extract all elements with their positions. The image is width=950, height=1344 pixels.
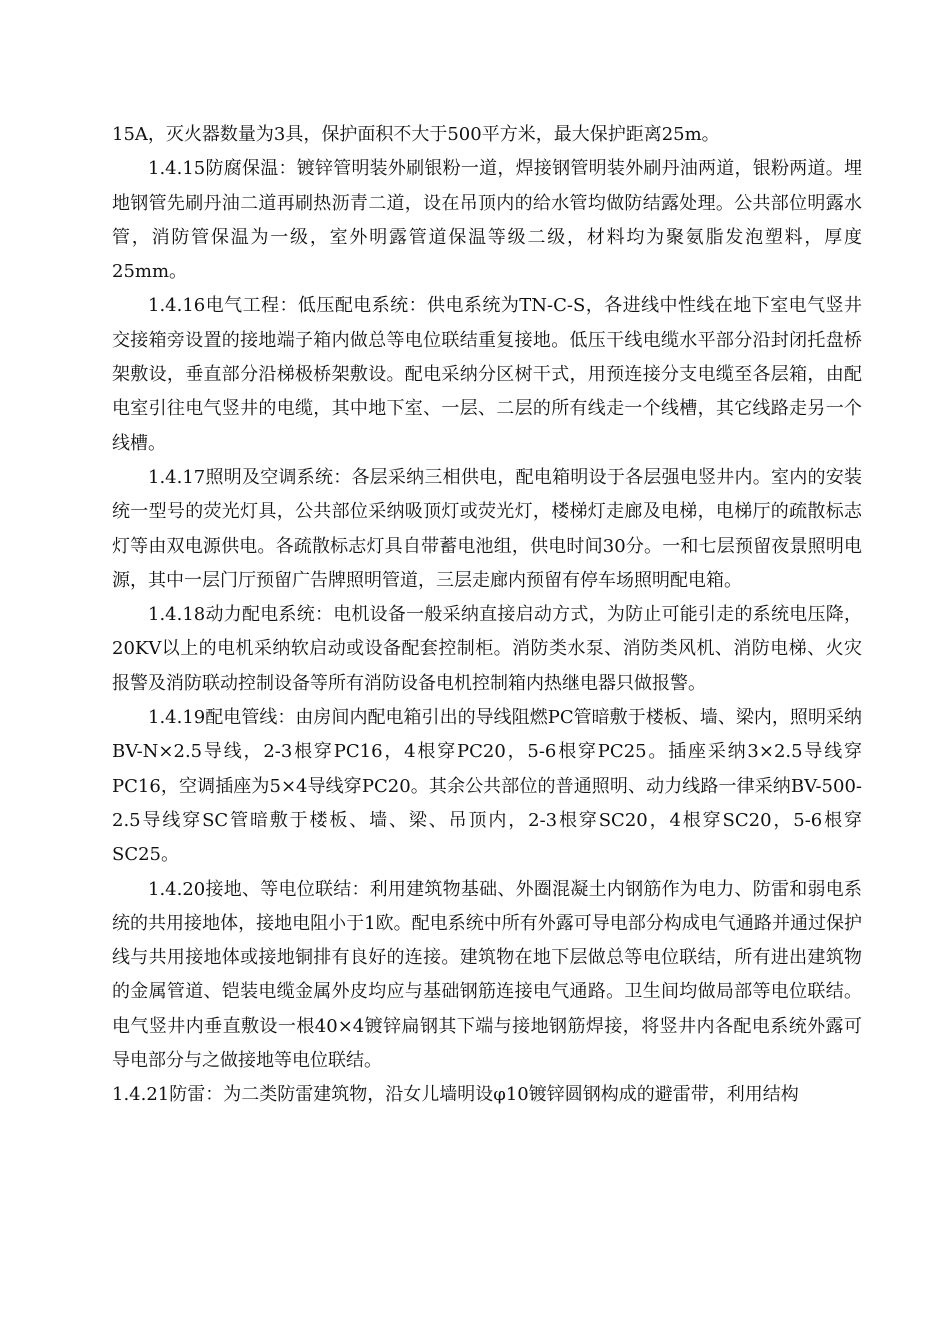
paragraph-1-4-19-wiring: 1.4.19配电管线：由房间内配电箱引出的导线阻燃PC管暗敷于楼板、墙、梁内，照明采纳BV-N×2.5导线，2-3根穿PC16，4根穿PC20，5-6根穿PC25。插座采纳3×2.5导线穿PC16，空调插座为5×4导线穿PC20。其余公共部位的普通照明、动力线路一律采纳BV-500- 2.5导线穿SC管暗敷于楼板、墙、梁、吊顶内，2-3根穿SC20，4根穿SC20，5-6根穿SC25。 [112, 707, 862, 866]
body-text [112, 118, 862, 1113]
paragraph-1-4-16-electrical: 1.4.16电气工程：低压配电系统：供电系统为TN-C-S，各进线中性线在地下室电气竖井交接箱旁设置的接地端子箱内做总等电位联结重复接地。低压干线电缆水平部分沿封闭托盘桥架敷设，垂直部分沿梯极桥架敷设。配电采纳分区树干式，用预连接分支电缆至各层箱，由配电室引往电气竖井的电缆，其中地下室、一层、二层的所有线走一个线槽，其它线路走另一个线槽。 [112, 295, 862, 454]
paragraph-1-4-18-power: 1.4.18动力配电系统：电机设备一般采纳直接启动方式，为防止可能引走的系统电压降，20KV以上的电机采纳软启动或设备配套控制柜。消防类水泵、消防类风机、消防电梯、火灾报警及消防联动控制设备等所有消防设备电机控制箱内热继电器只做报警。 [112, 604, 862, 694]
paragraph-1-4-20-grounding: 1.4.20接地、等电位联结：利用建筑物基础、外圈混凝土内钢筋作为电力、防雷和弱电系统的共用接地体，接地电阻小于1欧。配电系统中所有外露可导电部分构成电气通路并通过保护线与共用接地体或接地铜排有良好的连接。建筑物在地下层做总等电位联结，所有进出建筑物的金属管道、铠装电缆金属外皮均应与基础钢筋连接电气通路。卫生间均做局部等电位联结。电气竖井内垂直敷设一根40×4镀锌扁钢其下端与接地钢筋焊接，将竖井内各配电系统外露可导电部分与之做接地等电位联结。 [112, 878, 862, 1072]
paragraph-1-4-15-anticorrosion: 1.4.15防腐保温：镀锌管明装外刷银粉一道，焊接钢管明装外刷丹油两道，银粉两道。埋地钢管先刷丹油二道再刷热沥青二道，设在吊顶内的给水管均做防结露处理。公共部位明露水管，消防管保温为一级，室外明露管道保温等级二级，材料均为聚氨脂发泡塑料，厚度25mm。 [112, 158, 862, 283]
paragraph-1-4-17-lighting: 1.4.17照明及空调系统：各层采纳三相供电，配电箱明设于各层强电竖井内。室内的安装统一型号的荧光灯具，公共部位采纳吸顶灯或荧光灯，楼梯灯走廊及电梯，电梯厅的疏散标志灯等由双电源供电。各疏散标志灯具自带蓄电池组，供电时间30分。一和七层预留夜景照明电源，其中一层门厅预留广告牌照明管道，三层走廊内预留有停车场照明配电箱。 [112, 466, 862, 591]
paragraph-1-4-21-lightning: 1.4.21防雷：为二类防雷建筑物，沿女儿墙明设φ10镀锌圆钢构成的避雷带，利用结构 [112, 1084, 799, 1106]
paragraph-fire-extinguisher-continuation: 15A，灭火器数量为3具，保护面积不大于500平方米，最大保护距离25m。 [112, 124, 720, 145]
